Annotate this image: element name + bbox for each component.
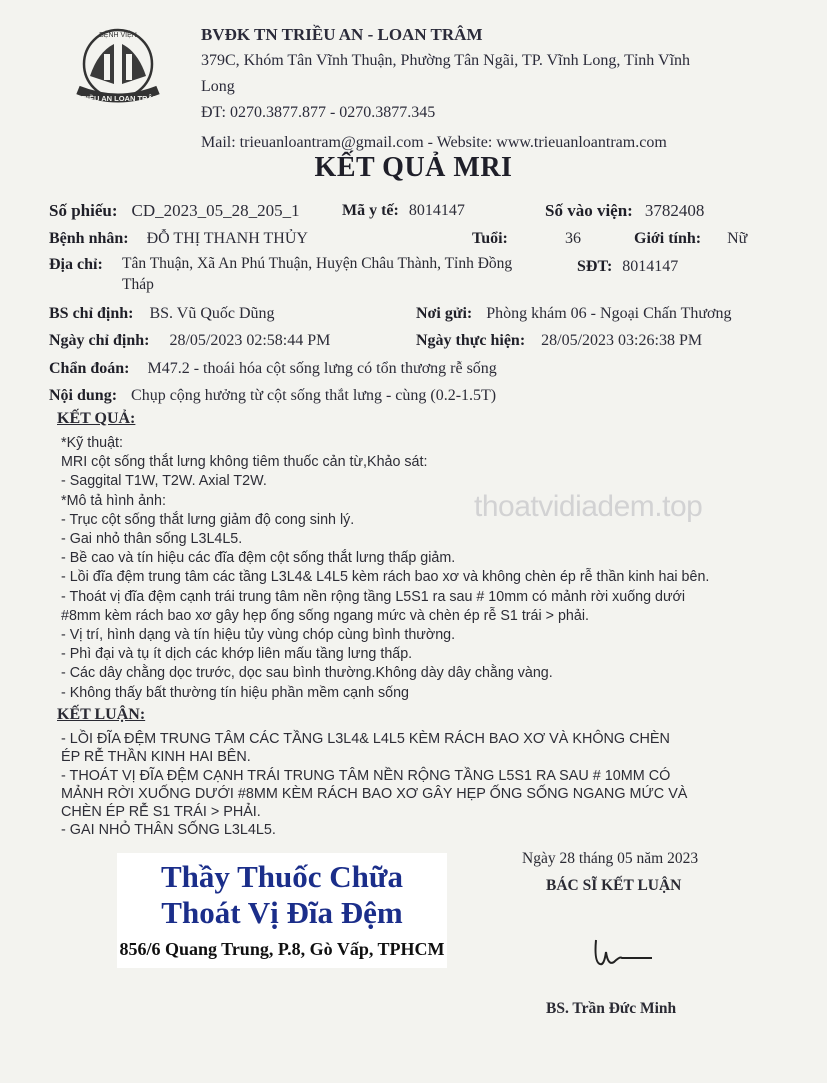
field-dia-chi-value: Tân Thuận, Xã An Phú Thuận, Huyện Châu Thành, Tỉnh Đồng: [122, 255, 513, 272]
field-so-phieu: Số phiếu: CD_2023_05_28_205_1: [49, 201, 300, 220]
field-dia-chi-value-cont: Tháp: [122, 276, 154, 293]
ket-qua-line: *Kỹ thuật:: [61, 435, 123, 451]
banner-line-1: Thầy Thuốc Chữa: [160, 859, 403, 894]
ket-qua-line: - Không thấy bất thường tín hiệu phần mềm cạnh sống: [61, 684, 409, 701]
ket-luan-heading: KẾT LUẬN:: [57, 706, 146, 723]
ket-qua-line: - Gai nhỏ thân sống L3L4L5.: [61, 531, 243, 548]
hospital-name: BVĐK TN TRIỀU AN - LOAN TRÂM: [201, 25, 483, 44]
advert-banner: [117, 853, 447, 968]
field-dia-chi: Địa chỉ:: [49, 256, 103, 273]
ket-luan-line: - THOÁT VỊ ĐĨA ĐỆM CẠNH TRÁI TRUNG TÂM NỀN RỘNG TẦNG L5S1 RA SAU # 10MM CÓ: [61, 767, 671, 784]
signoff-date: Ngày 28 tháng 05 năm 2023: [522, 850, 699, 867]
hospital-address-cont: Long: [201, 78, 235, 95]
ket-qua-line: - Trục cột sống thắt lưng giảm độ cong sinh lý.: [61, 511, 355, 528]
ket-luan-line: MẢNH RỜI XUỐNG DƯỚI #8MM KÈM RÁCH BAO XƠ GÂY HẸP ỐNG SỐNG NGANG MỨC VÀ: [61, 785, 688, 802]
hospital-address: 379C, Khóm Tân Vĩnh Thuận, Phường Tân Ngãi, TP. Vĩnh Long, Tỉnh Vĩnh: [201, 52, 691, 69]
page-title: KẾT QUẢ MRI: [314, 152, 513, 183]
field-tuoi-value: 36: [565, 230, 581, 247]
ket-luan-line: - LỒI ĐĨA ĐỆM TRUNG TÂM CÁC TẦNG L3L4& L4L5 KÈM RÁCH BAO XƠ VÀ KHÔNG CHÈN: [61, 731, 670, 747]
ket-qua-heading: KẾT QUẢ:: [57, 410, 136, 427]
ket-qua-line: - Saggital T1W, T2W. Axial T2W.: [61, 473, 267, 490]
watermark: thoatvidiadem.top: [474, 490, 703, 523]
hospital-header: [201, 22, 801, 156]
field-noi-gui: Nơi gửi: Phòng khám 06 - Ngoại Chấn Thương: [416, 305, 732, 322]
field-bs-chi-dinh: BS chỉ định: BS. Vũ Quốc Dũng: [49, 305, 275, 322]
banner-address: 856/6 Quang Trung, P.8, Gò Vấp, TPHCM: [119, 939, 445, 959]
svg-text:BỆNH VIỆN: BỆNH VIỆN: [99, 32, 137, 39]
ket-qua-line: - Lồi đĩa đệm trung tâm các tầng L3L4& L4L5 kèm rách bao xơ và không chèn ép rễ thần kinh hai bên.: [61, 569, 710, 586]
field-chan-doan: Chẩn đoán: M47.2 - thoái hóa cột sống lưng có tổn thương rễ sống: [49, 360, 497, 377]
ket-luan-line: - GAI NHỎ THÂN SỐNG L3L4L5.: [61, 822, 276, 839]
field-noi-dung: Nội dung: Chụp cộng hưởng từ cột sống thắt lưng - cùng (0.2-1.5T): [49, 387, 497, 404]
hospital-contact: Mail: trieuanloantram@gmail.com - Website: www.trieuanloantram.com: [201, 134, 667, 151]
field-ma-y-te: Mã y tế: 8014147: [342, 202, 465, 219]
ket-qua-line: - Bề cao và tín hiệu các đĩa đệm cột sống thắt lưng thấp giảm.: [61, 550, 456, 567]
ket-qua-line: - Vị trí, hình dạng và tín hiệu tủy vùng chóp cùng bình thường.: [61, 627, 456, 644]
ket-qua-body: [61, 434, 709, 703]
ket-qua-line: - Các dây chằng dọc trước, dọc sau bình thường.Không dày dây chằng vàng.: [61, 665, 553, 682]
hospital-phone: ĐT: 0270.3877.877 - 0270.3877.345: [201, 104, 436, 121]
hospital-logo-icon: [68, 24, 168, 110]
ket-qua-line: *Mô tả hình ảnh:: [61, 492, 166, 509]
ket-qua-line: #8mm kèm rách bao xơ gây hẹp ống sống ngang mức và chèn ép rễ S1 trái > phải.: [61, 607, 589, 624]
field-so-vao-vien: Số vào viện: 3782408: [545, 201, 705, 220]
ket-luan-line: CHÈN ÉP RỄ S1 TRÁI > PHẢI.: [61, 804, 261, 821]
ket-qua-line: - Thoát vị đĩa đệm cạnh trái trung tâm nền rộng tầng L5S1 ra sau # 10mm có mảnh rời xuống dưới: [61, 588, 686, 605]
ket-qua-line: - Phì đại và tụ ít dịch các khớp liên mấu tầng lưng thấp.: [61, 646, 413, 663]
field-ngay-chi-dinh: Ngày chỉ định: 28/05/2023 02:58:44 PM: [49, 332, 331, 349]
ket-luan-body: [61, 730, 781, 840]
field-benh-nhan: Bệnh nhân: ĐỖ THỊ THANH THỦY: [49, 230, 308, 247]
field-ngay-thuc-hien: Ngày thực hiện: 28/05/2023 03:26:38 PM: [416, 332, 703, 349]
signature-icon: [590, 932, 660, 976]
banner-line-2: Thoát Vị Đĩa Đệm: [161, 895, 403, 930]
signoff-doctor: BS. Trần Đức Minh: [546, 1000, 677, 1017]
ket-qua-line: MRI cột sống thắt lưng không tiêm thuốc cản từ,Khảo sát:: [61, 454, 428, 471]
field-sdt: SĐT: 8014147: [577, 258, 679, 275]
field-gioi-tinh: Giới tính: Nữ: [634, 230, 748, 247]
svg-text:TRIỀU AN LOAN TRÂM: TRIỀU AN LOAN TRÂM: [76, 94, 160, 103]
field-tuoi: Tuổi:: [472, 230, 508, 247]
signoff-role: BÁC SĨ KẾT LUẬN: [546, 877, 682, 894]
ket-luan-line: ÉP RỄ THẦN KINH HAI BÊN.: [61, 749, 251, 766]
